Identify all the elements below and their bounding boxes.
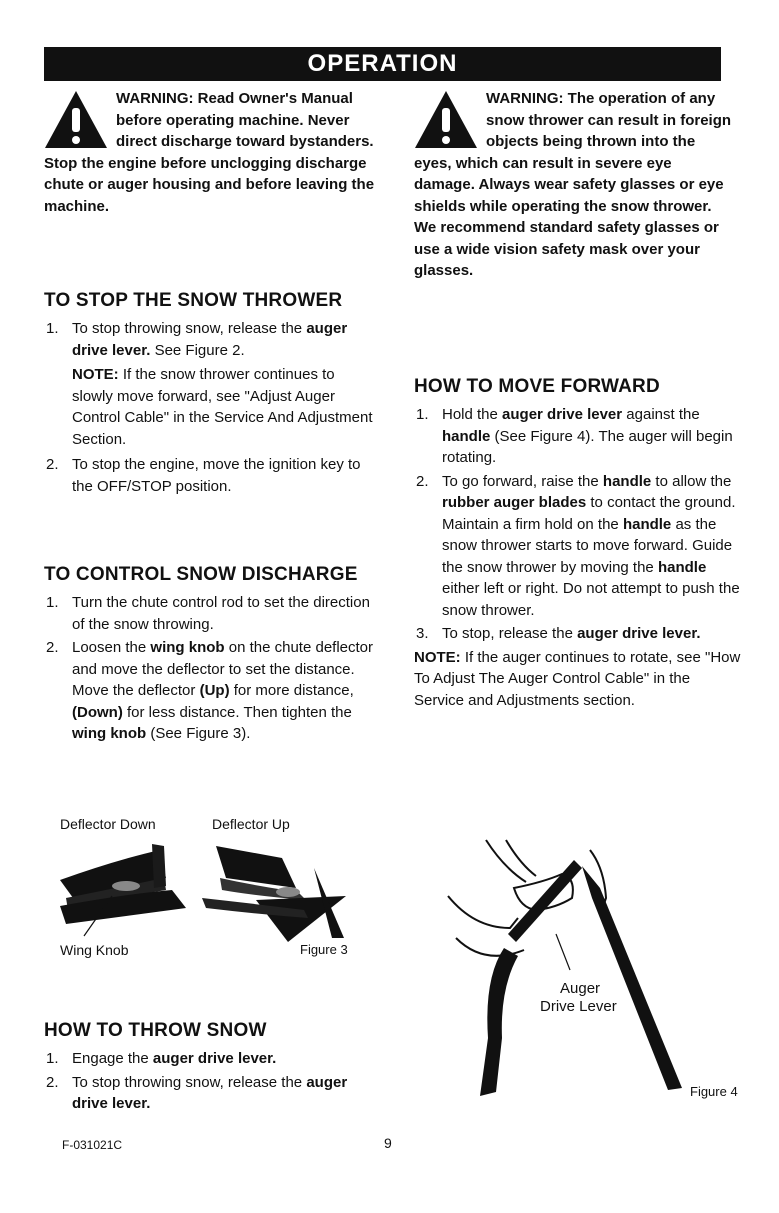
step-term: auger drive lever.	[577, 625, 701, 642]
throw-section	[44, 1020, 374, 1117]
step-term: handle	[657, 558, 707, 576]
list-item	[414, 471, 744, 622]
warning-eye-protection	[414, 88, 734, 282]
step-term: wing knob	[150, 639, 225, 656]
step-text: on the chute deflector and move the deflector to set the distance. Move the deflector	[72, 639, 374, 699]
step-text: to allow the	[651, 472, 732, 490]
step-number: 2.	[416, 472, 429, 490]
control-section	[44, 564, 374, 747]
step-term: handle	[622, 515, 672, 533]
deflector-up-drawing	[202, 846, 346, 942]
figure-3-caption: Figure 3	[300, 942, 348, 957]
warning-text: WARNING: Read Owner's Manual before operating machine. Never direct discharge toward bystanders. Stop the engine before unclogging discharge chute or auger housing and before leaving the machine.	[44, 90, 375, 215]
label-auger-drive-lever-line2: Drive Lever	[540, 998, 617, 1015]
step-term: handle	[442, 427, 491, 445]
step-number: 1.	[46, 1050, 59, 1067]
step-text: against the	[622, 406, 700, 423]
step-number: 2.	[46, 1073, 59, 1091]
deflector-down-drawing	[60, 844, 186, 936]
list-item	[44, 318, 374, 450]
control-steps	[44, 592, 374, 745]
step-text: Engage the	[72, 1050, 153, 1067]
step-term: handle	[602, 472, 652, 490]
step-text: as the snow thrower starts to move forward. Guide the snow thrower by moving the	[442, 515, 733, 576]
stop-steps	[44, 318, 374, 497]
right-column	[414, 88, 734, 282]
step-number: 2.	[46, 456, 59, 473]
step-text: for more distance,	[229, 682, 354, 699]
note	[72, 364, 374, 450]
list-item	[44, 1048, 374, 1070]
step-number: 1.	[46, 320, 59, 337]
warning-owners-manual	[44, 88, 379, 217]
step-term: wing knob	[72, 725, 147, 742]
list-item	[44, 637, 374, 745]
list-item	[414, 404, 744, 469]
heading-forward: HOW TO MOVE FORWARD	[414, 376, 660, 397]
step-text: Loosen the	[72, 639, 151, 656]
label-deflector-up: Deflector Up	[212, 816, 290, 832]
throw-steps	[44, 1048, 374, 1115]
step-text: for less distance. Then tighten the	[122, 703, 352, 721]
list-item	[414, 623, 744, 645]
note-text: If the snow thrower continues to slowly move forward, see "Adjust Auger Control Cable" in the Service And Adjustment Section.	[72, 366, 373, 448]
document-code: F-031021C	[62, 1138, 123, 1152]
step-text: Hold the	[442, 406, 503, 423]
note-label: NOTE:	[72, 366, 119, 383]
section-banner: OPERATION	[44, 47, 721, 81]
label-wing-knob: Wing Knob	[60, 942, 129, 958]
warning-icon	[414, 90, 478, 152]
figure-4-illustration	[444, 838, 704, 1108]
left-column	[44, 88, 379, 217]
figure-4-caption: Figure 4	[690, 1084, 738, 1099]
step-term: auger drive lever	[502, 406, 623, 423]
label-auger-drive-lever-line1: Auger	[560, 980, 601, 997]
step-text: To stop the engine, move the ignition key to the OFF/STOP position.	[72, 456, 361, 495]
page-number: 9	[384, 1135, 392, 1151]
step-term: auger drive lever.	[72, 320, 348, 359]
step-number: 1.	[46, 594, 59, 611]
warning-text: WARNING: The operation of any snow thrower can result in foreign objects being thrown into the eyes, which can result in severe eye damage. Always wear safety glasses or eye shields while operating the snow thrower. We recommend standard safety glasses or use a wide vision safety mask over your glasses.	[414, 90, 732, 279]
step-text: To stop throwing snow, release the	[72, 1073, 307, 1091]
step-term: auger drive lever.	[72, 1073, 348, 1112]
heading-throw: HOW TO THROW SNOW	[44, 1020, 267, 1041]
note	[414, 647, 744, 712]
note-label: NOTE:	[414, 648, 461, 666]
label-deflector-down: Deflector Down	[60, 816, 156, 832]
heading-control: TO CONTROL SNOW DISCHARGE	[44, 564, 358, 585]
note-text: If the auger continues to rotate, see "How To Adjust The Auger Control Cable" in the Service and Adjustments section.	[414, 648, 741, 709]
step-text: either left or right. Do not attempt to push the snow thrower.	[442, 580, 740, 619]
step-text: To go forward, raise the	[442, 472, 603, 490]
stop-section	[44, 290, 374, 499]
step-term: (Up)	[199, 682, 230, 699]
step-term: rubber auger blades	[442, 494, 587, 511]
step-text: Turn the chute control rod to set the direction of the snow throwing.	[72, 594, 370, 633]
step-text: To stop, release the	[442, 625, 578, 642]
list-item	[44, 1072, 374, 1115]
step-text: to contact the ground. Maintain a firm hold on the	[442, 494, 736, 533]
figure-3-illustration	[56, 838, 376, 948]
step-term: auger drive lever.	[152, 1050, 277, 1067]
step-number: 3.	[416, 625, 429, 642]
forward-steps	[414, 404, 744, 645]
list-item	[44, 454, 374, 497]
forward-section	[414, 376, 744, 711]
warning-icon	[44, 90, 108, 152]
step-text: To stop throwing snow, release the	[72, 320, 307, 337]
list-item	[44, 592, 374, 635]
step-text: (See Figure 4). The auger will begin rotating.	[442, 427, 733, 466]
heading-stop: TO STOP THE SNOW THROWER	[44, 290, 343, 311]
step-number: 1.	[416, 406, 429, 423]
step-text: (See Figure 3).	[146, 725, 251, 742]
step-term: (Down)	[72, 703, 123, 721]
step-text: See Figure 2.	[150, 341, 245, 359]
step-number: 2.	[46, 639, 59, 656]
